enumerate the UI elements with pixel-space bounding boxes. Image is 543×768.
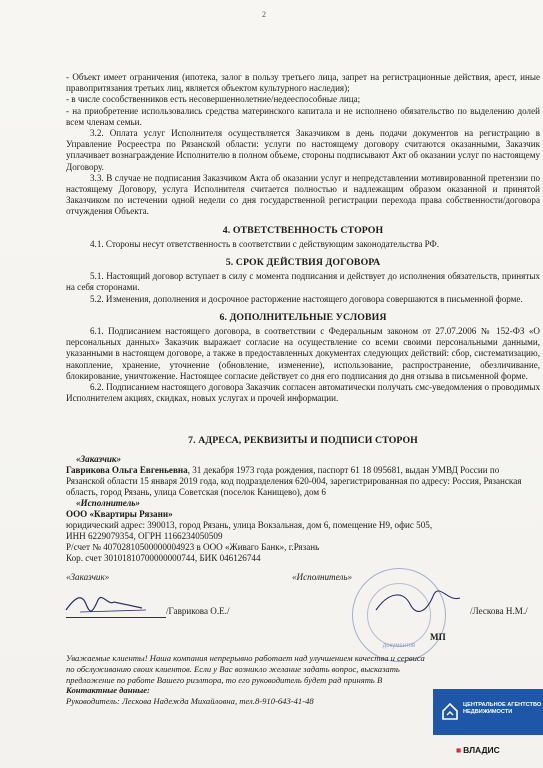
vladis-logo-icon: ■ xyxy=(456,745,462,755)
agency-logo xyxy=(433,689,543,735)
contacts-line: Руководитель: Лескова Надежда Михайловна, тел.8-910-643-41-48 xyxy=(66,696,314,707)
clause-5-1: 5.1. Настоящий договор вступает в силу с момента подписания и действует до исполнения обязательств, принятых на себя сторонами. xyxy=(66,271,540,293)
customer-name: Гаврикова Ольга Евгеньевна xyxy=(66,465,188,475)
logo-text: ЦЕНТРАЛЬНОЕ АГЕНТСТВО НЕДВИЖИМОСТИ xyxy=(463,702,542,715)
company-account: Р/счет № 40702810500000004923 в ООО «Живаго Банк», г.Рязань xyxy=(66,542,320,552)
clause-3-3: 3.3. В случае не подписания Заказчиком Акта об оказании услуг и непредставлении мотивированной претензии по настоящему Договору, услуга Исполнителя считается полностью и надлежащим образом оказанной и принятой Заказчиком по истечении одной недели со дня государственной регистрации перехода права собственности/договора отчуждения Объекта. xyxy=(66,172,540,217)
customer-notice xyxy=(66,653,426,707)
customer-details-block xyxy=(66,465,540,498)
intro-item-2: - в числе сособственников есть несовершеннолетние/недееспособные лица; xyxy=(66,94,361,105)
customer-handwritten-signature xyxy=(62,590,152,618)
company-corr-account: Кор. счет 30101810700000000744, БИК 046126744 xyxy=(66,553,261,563)
stamp-text: документов xyxy=(382,643,416,649)
company-address: юридический адрес: 390013, город Рязань, улица Вокзальная, дом 6, помещение Н9, офис 505, xyxy=(66,520,433,530)
watermark-vladis xyxy=(456,745,500,755)
section-7-title: 7. АДРЕСА, РЕКВИЗИТЫ И ПОДПИСИ СТОРОН xyxy=(188,435,418,446)
customer-sign-line xyxy=(66,617,166,618)
contract-body xyxy=(66,72,540,404)
notice-text: Уважаемые клиенты! Наша компания непрерывно работает над улучшением качества и сервиса по обслуживанию своих клиентов. Если у Вас возникло желание задать вопрос, высказать предложение по работе Вашего риэлтора, то его руководитель будет рад принять В xyxy=(66,653,425,685)
stamp-place-label: МП xyxy=(430,632,446,642)
house-logo-icon xyxy=(441,701,459,721)
company-inn: ИНН 6229079354, ОГРН 1166234050509 xyxy=(66,531,223,541)
customer-label: «Заказчик» xyxy=(76,454,122,464)
requisites-section xyxy=(66,435,540,564)
executor-sign-name: /Лескова Н.М./ xyxy=(470,606,528,616)
customer-details: , 31 декабря 1973 года рождения, паспорт 61 18 095681, выдан УМВД России по Рязанской области 15 января 2019 года, код подразделения 620-004, зарегистрированная по адресу: Россия, Рязанская область, город Рязань, улица Советская (поселок Канищево), дом 6 xyxy=(66,465,522,497)
clause-4-1: 4.1. Стороны несут ответственность в соответствии с действующим законодательства РФ. xyxy=(90,238,439,249)
intro-item-1: - Объект имеет ограничения (ипотека, залог в пользу третьего лица, запрет на регистрационные действия, арест, иные правопритязания третьих лиц, является объектом культурного наследия); xyxy=(66,72,540,94)
section-6-title: 6. ДОПОЛНИТЕЛЬНЫЕ УСЛОВИЯ xyxy=(219,311,387,323)
contacts-title: Контактные данные: xyxy=(66,685,150,696)
clause-3-2: 3.2. Оплата услуг Исполнителя осуществляется Заказчиком в день подачи документов на регистрацию в Управление Росреестра по Рязанской области: услуги по настоящему договору считаются оказанными, Заказчик уплачивает вознаграждение Исполнителю в полном объеме, стороны подписывают Акт об оказании услуг по настоящему Договору. xyxy=(66,128,540,172)
executor-handwritten-signature xyxy=(370,586,466,618)
page-number: 2 xyxy=(262,10,266,19)
section-4-title: 4. ОТВЕТСТВЕННОСТЬ СТОРОН xyxy=(222,224,384,236)
company-name: ООО «Квартиры Рязани» xyxy=(66,509,173,519)
clause-6-1: 6.1. Подписанием настоящего договора, в соответствии с Федеральным законом от 27.07.2006 № 152-ФЗ «О персональных данных» Заказчик выражает согласие на осуществление со всеми своими персональными данными, указанными в настоящем договоре, а также в предоставленных документах следующих действий: сбор, систематизацию, накопление, хранение, уточнение (обновление, изменение), использование, распространение, обезличивание, блокирование, уничтожение. Настоящее согласие действует со дня его подписания до дня отзыва в письменной форме. xyxy=(66,326,540,381)
intro-item-3: - на приобретение использовались средства материнского капитала и не исполнено обязательство по выделению долей всем членам семьи. xyxy=(66,105,540,127)
customer-sign-name: /Гаврикова О.Е./ xyxy=(166,606,230,616)
section-5-title: 5. СРОК ДЕЙСТВИЯ ДОГОВОРА xyxy=(225,257,381,269)
clause-5-2: 5.2. Изменения, дополнения и досрочное расторжение настоящего договора совершаются в письменной форме. xyxy=(90,293,523,304)
watermark-text: ВЛАДИС xyxy=(463,745,500,755)
executor-label: «Исполнитель» xyxy=(76,498,140,508)
signature-customer-label: «Заказчик» xyxy=(66,572,110,582)
clause-6-2: 6.2. Подписанием настоящего договора Заказчик согласен автоматически получать смс-уведомления о проводимых Исполнителем акциях, скидках, новых услугах и прочей информации. xyxy=(66,382,540,404)
signature-executor-label: «Исполнитель» xyxy=(292,572,353,582)
